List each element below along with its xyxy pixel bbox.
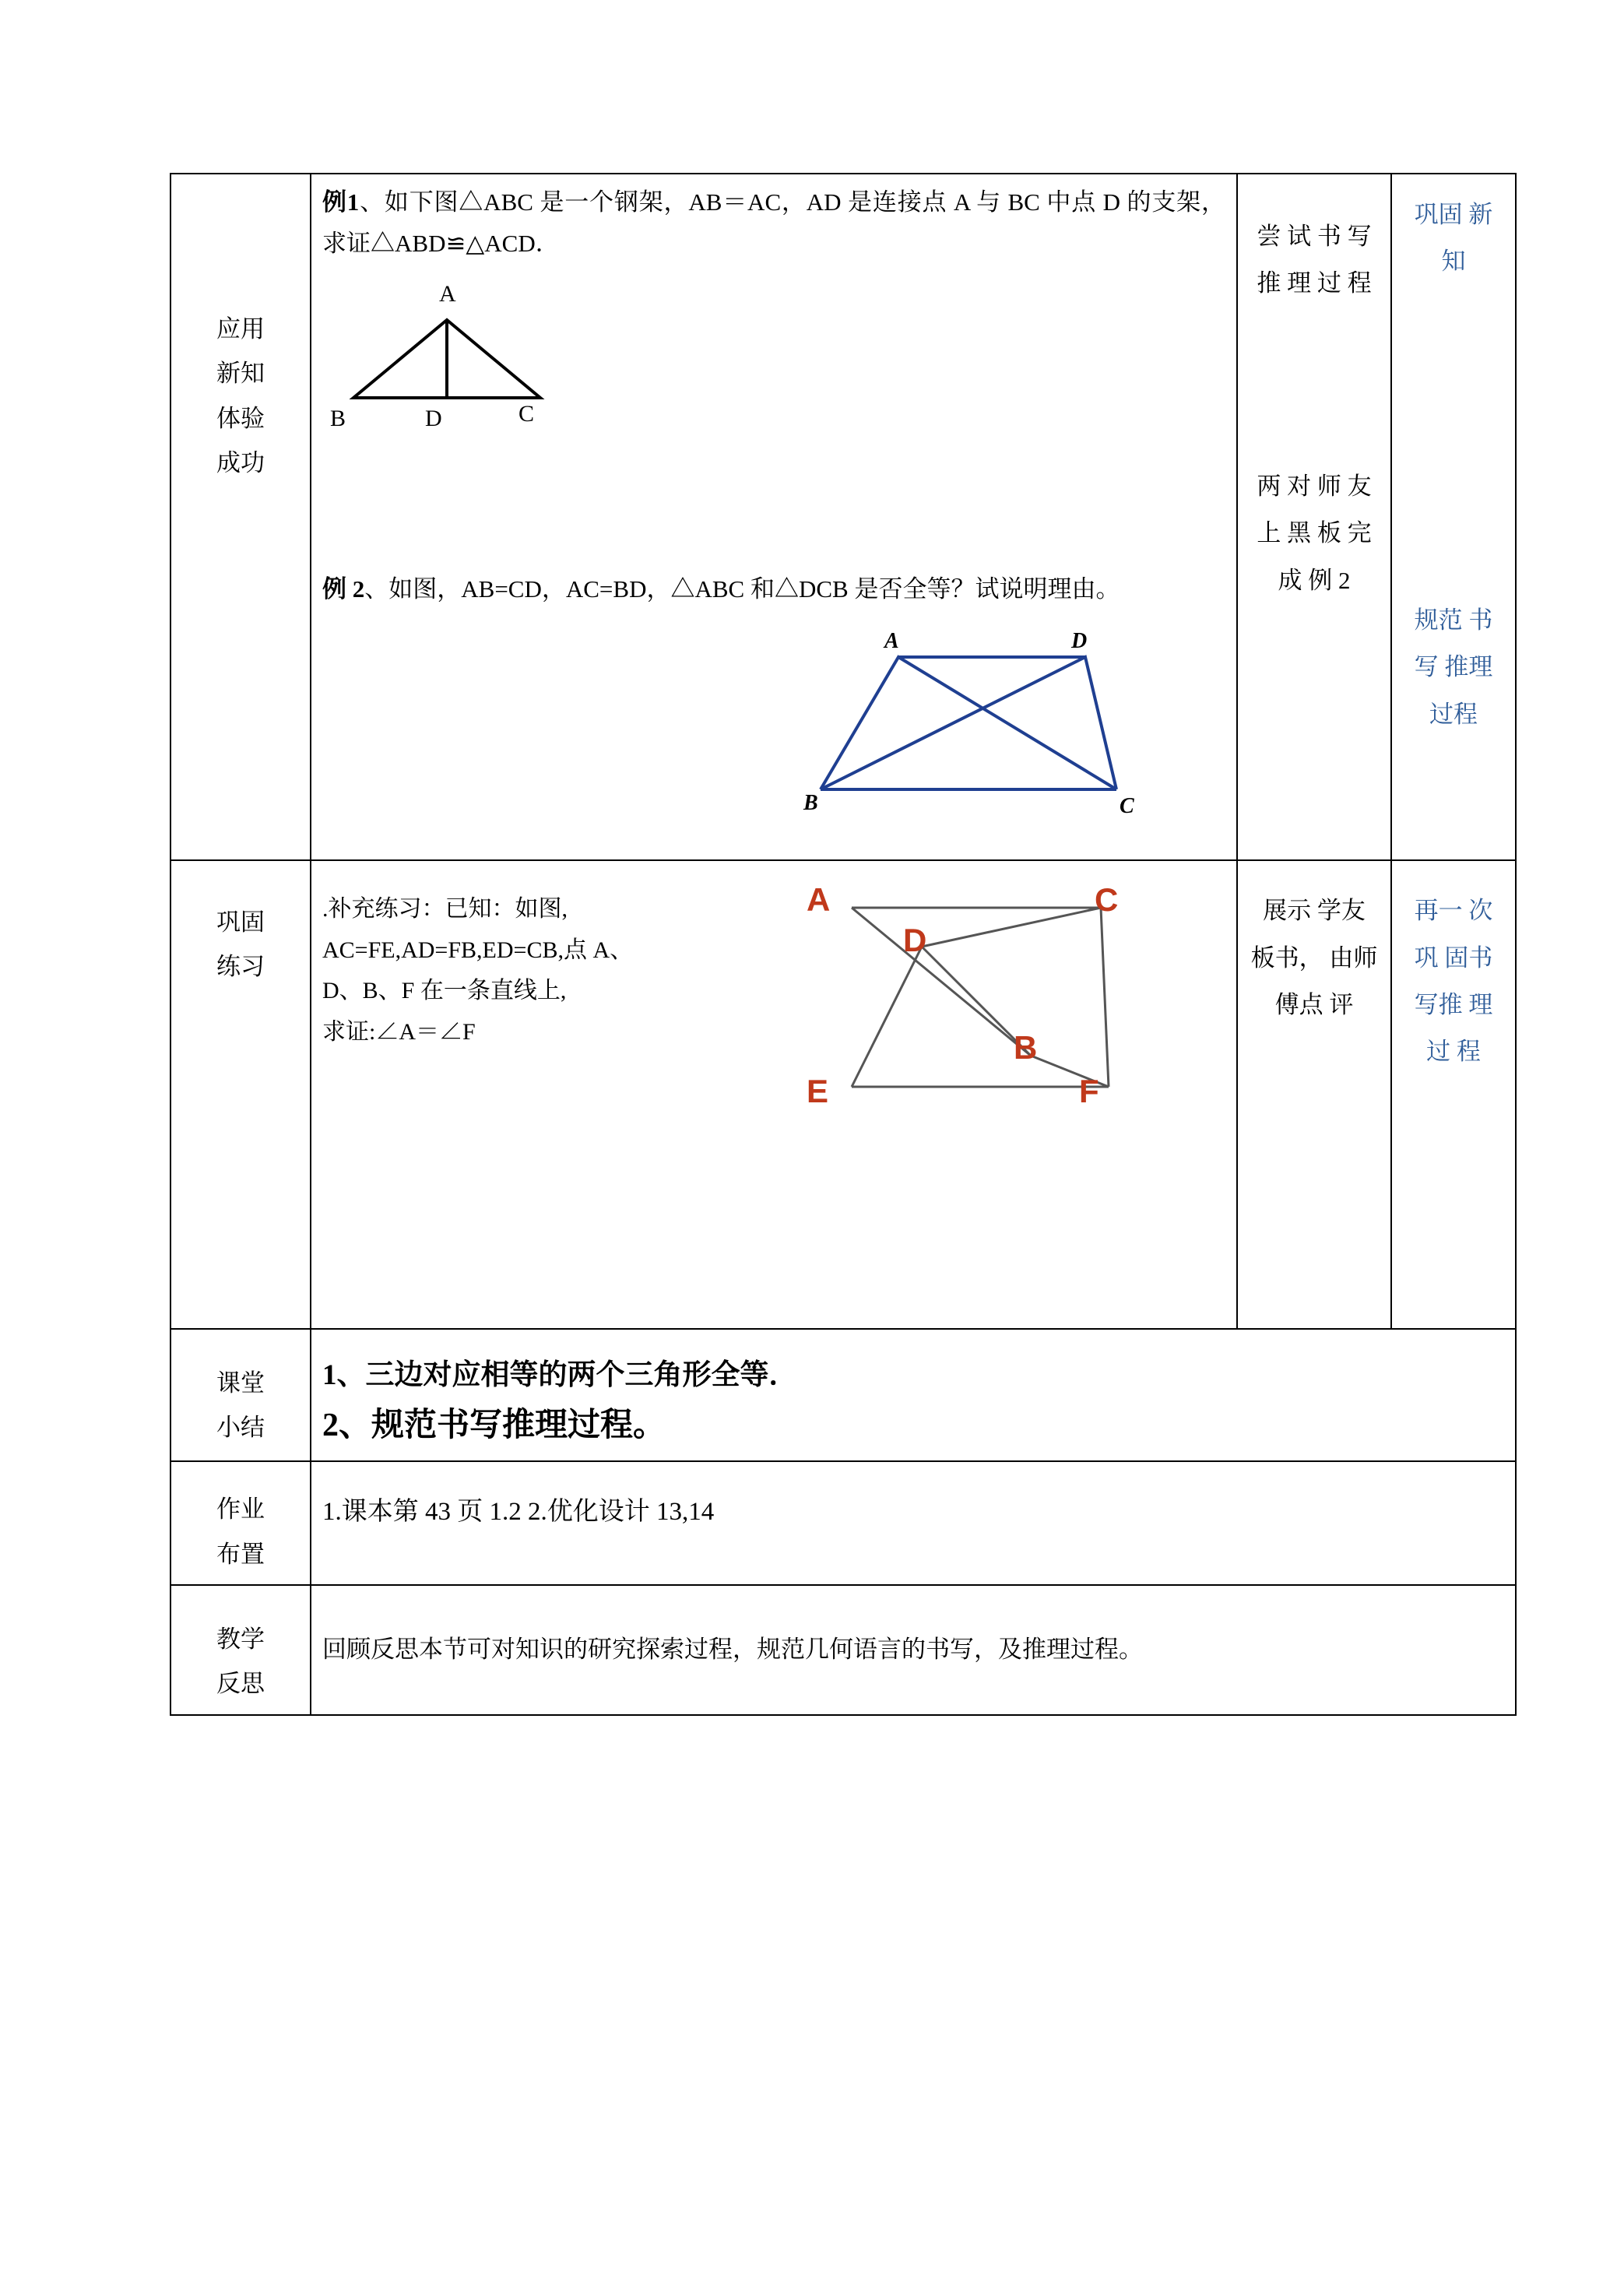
row-label-line: 教学 (216, 1625, 265, 1654)
figure2-label-d: D (1071, 629, 1088, 654)
figure1-label-a: A (439, 281, 456, 308)
homework-text: 1.课本第 43 页 1.2 2.优化设计 13,14 (322, 1498, 715, 1527)
table-row-apply (170, 174, 1516, 860)
row-label-line: 反思 (216, 1670, 265, 1698)
row-content-reflection (311, 1585, 1516, 1715)
figure2-label-a: A (884, 629, 899, 654)
example-1-marker: 例1 (322, 188, 360, 216)
row-label-line: 应用 (216, 315, 265, 343)
figure-crossed-quadrilateral (322, 618, 1225, 852)
teacher-note-apply (1237, 174, 1391, 860)
practice-text-line: D、B、F 在一条直线上, (322, 978, 567, 1004)
teacher-note-1: 尝 试 书 写 推 理 过 程 (1257, 223, 1372, 297)
side-note-practice-text: 再一 次巩 固书 写推 理过 程 (1414, 897, 1493, 1066)
row-label-line: 巩固 (216, 909, 265, 937)
reflection-text: 回顾反思本节可对知识的研究探索过程，规范几何语言的书写，及推理过程。 (322, 1636, 1143, 1664)
row-label-practice (170, 860, 311, 1329)
row-content-homework (311, 1461, 1516, 1585)
teacher-note-2: 两 对 师 友 上 黑 板 完 成 例 2 (1257, 472, 1372, 594)
example-2-marker: 例 2 (322, 575, 365, 603)
row-content-apply (311, 174, 1237, 860)
figure3-label-b: B (1014, 1029, 1038, 1067)
table-row-practice (170, 860, 1516, 1329)
example-2-body: 、如图，AB=CD，AC=BD，△ABC 和△DCB 是否全等？试说明理由。 (364, 575, 1120, 603)
figure3-label-f: F (1079, 1073, 1099, 1110)
example-1-body: 、如下图△ABC 是一个钢架，AB＝AC，AD 是连接点 A 与 BC 中点 D 的支架，求证△ABD≌△ACD． (322, 188, 1225, 257)
figure3-label-d: D (903, 922, 927, 959)
row-label-line: 课堂 (216, 1369, 265, 1397)
summary-line-2: 2、规范书写推理过程。 (322, 1408, 666, 1444)
figure3-label-c: C (1095, 881, 1119, 919)
row-label-homework (170, 1461, 311, 1585)
teacher-note-practice (1237, 860, 1391, 1329)
row-label-apply (170, 174, 311, 860)
figure1-label-b: B (330, 406, 346, 432)
row-label-line: 小结 (216, 1414, 265, 1442)
figure2-label-c: C (1120, 794, 1134, 819)
side-note-1: 巩固 新知 (1414, 201, 1493, 276)
row-label-line: 练习 (216, 953, 265, 981)
row-label-line: 体验 (216, 404, 265, 432)
row-label-reflection (170, 1585, 311, 1715)
figure1-label-c: C (518, 401, 535, 427)
figure2-label-b: B (803, 791, 818, 816)
example-2-text (322, 476, 1225, 610)
figure-triangle-abc-with-median (322, 275, 1225, 454)
teacher-note-practice-text: 展示 学友 板书， 由师 傅点 评 (1250, 897, 1378, 1018)
row-label-line: 作业 (216, 1495, 265, 1524)
table-row-summary (170, 1329, 1516, 1461)
side-note-practice (1391, 860, 1516, 1329)
figure-congruent-triangles (789, 877, 1194, 1133)
table-row-homework (170, 1461, 1516, 1585)
row-label-line: 成功 (216, 449, 265, 477)
figure3-label-e: E (807, 1073, 829, 1110)
figure1-label-d: D (425, 406, 442, 432)
example-1-text (322, 182, 1225, 264)
row-content-summary (311, 1329, 1516, 1461)
figure3-label-a: A (807, 881, 831, 919)
row-label-line: 新知 (216, 360, 265, 388)
practice-text-line: AC=FE,AD=FB,ED=CB,点 A、 (322, 937, 634, 963)
practice-text-line: 求证:∠A＝∠F (322, 1018, 476, 1045)
side-note-apply (1391, 174, 1516, 860)
lesson-plan-table (170, 173, 1517, 1716)
row-content-practice (311, 860, 1237, 1329)
side-note-2: 规范 书写 推理 过程 (1414, 606, 1493, 728)
table-row-reflection (170, 1585, 1516, 1715)
spacer (322, 454, 1225, 476)
practice-text-line: .补充练习：已知：如图, (322, 896, 568, 923)
summary-line-1: 1、三边对应相等的两个三角形全等． (322, 1359, 798, 1392)
row-label-summary (170, 1329, 311, 1461)
row-label-line: 布置 (216, 1540, 265, 1568)
